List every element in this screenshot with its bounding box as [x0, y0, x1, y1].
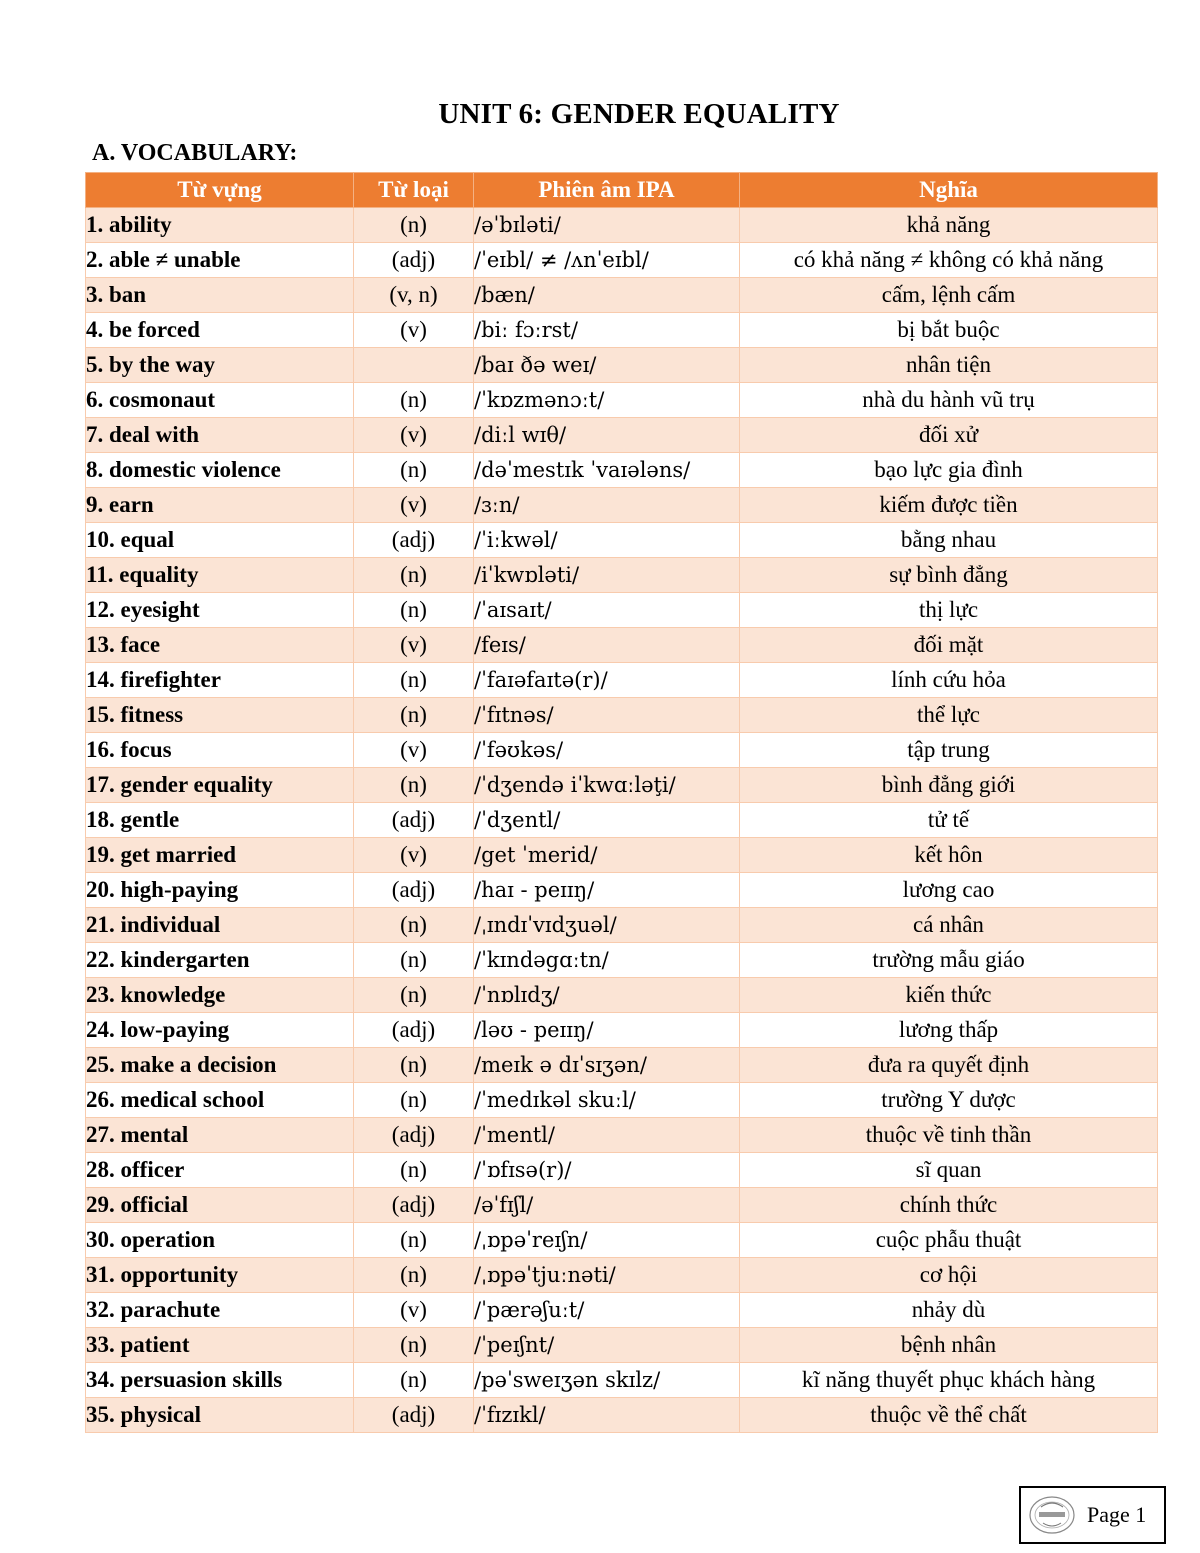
ipa-pronunciation: /əˈfɪʃl/ — [474, 1188, 740, 1223]
vocab-word: 29. official — [86, 1188, 354, 1223]
vocab-word: 13. face — [86, 628, 354, 663]
ipa-pronunciation: /pəˈsweɪʒən skɪlz/ — [474, 1363, 740, 1398]
vietnamese-meaning: có khả năng ≠ không có khả năng — [740, 243, 1158, 278]
table-row — [86, 453, 1158, 488]
ipa-pronunciation: /əˈbɪləti/ — [474, 208, 740, 243]
ipa-pronunciation: /ləʊ - peɪɪŋ/ — [474, 1013, 740, 1048]
vocab-word: 1. ability — [86, 208, 354, 243]
vocab-word: 27. mental — [86, 1118, 354, 1153]
ipa-pronunciation: /ˈpeɪʃnt/ — [474, 1328, 740, 1363]
vocab-word: 19. get married — [86, 838, 354, 873]
vietnamese-meaning: lính cứu hỏa — [740, 663, 1158, 698]
ipa-pronunciation: /feɪs/ — [474, 628, 740, 663]
vietnamese-meaning: trường Y dược — [740, 1083, 1158, 1118]
publisher-logo-icon — [1027, 1493, 1077, 1537]
vietnamese-meaning: tử tế — [740, 803, 1158, 838]
part-of-speech: (n) — [354, 1153, 474, 1188]
vocab-word: 14. firefighter — [86, 663, 354, 698]
table-row — [86, 348, 1158, 383]
table-row — [86, 1328, 1158, 1363]
table-row — [86, 1223, 1158, 1258]
vietnamese-meaning: cá nhân — [740, 908, 1158, 943]
table-row — [86, 803, 1158, 838]
vocab-word: 31. opportunity — [86, 1258, 354, 1293]
ipa-pronunciation: /ˈaɪsaɪt/ — [474, 593, 740, 628]
ipa-pronunciation: /ɜːn/ — [474, 488, 740, 523]
unit-title: UNIT 6: GENDER EQUALITY — [438, 98, 840, 130]
ipa-pronunciation: /ˈdʒentl/ — [474, 803, 740, 838]
ipa-pronunciation: /ˈdʒendə iˈkwɑːləţi/ — [474, 768, 740, 803]
vocab-word: 6. cosmonaut — [86, 383, 354, 418]
vietnamese-meaning: đối xử — [740, 418, 1158, 453]
vocab-word: 5. by the way — [86, 348, 354, 383]
vietnamese-meaning: kết hôn — [740, 838, 1158, 873]
vietnamese-meaning: tập trung — [740, 733, 1158, 768]
vocab-word: 28. officer — [86, 1153, 354, 1188]
ipa-pronunciation: /bæn/ — [474, 278, 740, 313]
vietnamese-meaning: bệnh nhân — [740, 1328, 1158, 1363]
vietnamese-meaning: sự bình đẳng — [740, 558, 1158, 593]
part-of-speech: (n) — [354, 593, 474, 628]
vocab-word: 35. physical — [86, 1398, 354, 1433]
part-of-speech: (adj) — [354, 1013, 474, 1048]
part-of-speech: (n) — [354, 383, 474, 418]
vocab-word: 23. knowledge — [86, 978, 354, 1013]
ipa-pronunciation: /ˈfɪzɪkl/ — [474, 1398, 740, 1433]
vietnamese-meaning: thuộc về tinh thần — [740, 1118, 1158, 1153]
vietnamese-meaning: nhân tiện — [740, 348, 1158, 383]
table-header-row — [86, 173, 1158, 208]
page-number-box — [1019, 1486, 1166, 1544]
vocab-word: 9. earn — [86, 488, 354, 523]
vietnamese-meaning: trường mẫu giáo — [740, 943, 1158, 978]
part-of-speech: (v) — [354, 838, 474, 873]
vietnamese-meaning: sĩ quan — [740, 1153, 1158, 1188]
table-row — [86, 1398, 1158, 1433]
part-of-speech: (adj) — [354, 243, 474, 278]
table-row — [86, 733, 1158, 768]
vocab-word: 24. low-paying — [86, 1013, 354, 1048]
vietnamese-meaning: thuộc về thể chất — [740, 1398, 1158, 1433]
vocab-word: 2. able ≠ unable — [86, 243, 354, 278]
part-of-speech: (n) — [354, 698, 474, 733]
ipa-pronunciation: /meɪk ə dɪˈsɪʒən/ — [474, 1048, 740, 1083]
ipa-pronunciation: /baɪ ðə weɪ/ — [474, 348, 740, 383]
ipa-pronunciation: /ˈfəʊkəs/ — [474, 733, 740, 768]
vocab-word: 30. operation — [86, 1223, 354, 1258]
ipa-pronunciation: /ˈnɒlɪdʒ/ — [474, 978, 740, 1013]
ipa-pronunciation: /ˈmedɪkəl skuːl/ — [474, 1083, 740, 1118]
vocab-word: 15. fitness — [86, 698, 354, 733]
vocab-word: 20. high-paying — [86, 873, 354, 908]
vocab-word: 26. medical school — [86, 1083, 354, 1118]
table-row — [86, 243, 1158, 278]
table-row — [86, 383, 1158, 418]
vocab-word: 25. make a decision — [86, 1048, 354, 1083]
part-of-speech: (n) — [354, 1048, 474, 1083]
ipa-pronunciation: /ˈeɪbl/ ≠ /ʌnˈeɪbl/ — [474, 243, 740, 278]
vietnamese-meaning: bằng nhau — [740, 523, 1158, 558]
ipa-pronunciation: /diːl wɪθ/ — [474, 418, 740, 453]
vietnamese-meaning: cơ hội — [740, 1258, 1158, 1293]
ipa-pronunciation: /ˌɒpəˈreɪʃn/ — [474, 1223, 740, 1258]
table-row — [86, 628, 1158, 663]
ipa-pronunciation: /get ˈmerid/ — [474, 838, 740, 873]
vietnamese-meaning: khả năng — [740, 208, 1158, 243]
part-of-speech: (n) — [354, 453, 474, 488]
vietnamese-meaning: bình đẳng giới — [740, 768, 1158, 803]
table-row — [86, 908, 1158, 943]
vietnamese-meaning: kiến thức — [740, 978, 1158, 1013]
vietnamese-meaning: thị lực — [740, 593, 1158, 628]
part-of-speech: (v) — [354, 313, 474, 348]
part-of-speech: (n) — [354, 1223, 474, 1258]
vietnamese-meaning: nhà du hành vũ trụ — [740, 383, 1158, 418]
ipa-pronunciation: /ˈɒfɪsə(r)/ — [474, 1153, 740, 1188]
part-of-speech: (n) — [354, 943, 474, 978]
ipa-pronunciation: /ˌɪndɪˈvɪdʒuəl/ — [474, 908, 740, 943]
vocab-word: 8. domestic violence — [86, 453, 354, 488]
page-number-label: Page 1 — [1087, 1502, 1147, 1527]
part-of-speech: (n) — [354, 1083, 474, 1118]
vocab-word: 11. equality — [86, 558, 354, 593]
vietnamese-meaning: bạo lực gia đình — [740, 453, 1158, 488]
vocab-word: 17. gender equality — [86, 768, 354, 803]
vocab-word: 22. kindergarten — [86, 943, 354, 978]
vocab-word: 12. eyesight — [86, 593, 354, 628]
vocab-word: 32. parachute — [86, 1293, 354, 1328]
part-of-speech: (adj) — [354, 873, 474, 908]
vocab-word: 3. ban — [86, 278, 354, 313]
table-row — [86, 1188, 1158, 1223]
vocab-word: 34. persuasion skills — [86, 1363, 354, 1398]
vietnamese-meaning: thể lực — [740, 698, 1158, 733]
vocab-word: 4. be forced — [86, 313, 354, 348]
vietnamese-meaning: lương thấp — [740, 1013, 1158, 1048]
section-heading: A. VOCABULARY: — [92, 140, 298, 166]
table-row — [86, 558, 1158, 593]
vocab-word: 10. equal — [86, 523, 354, 558]
table-row — [86, 208, 1158, 243]
vietnamese-meaning: nhảy dù — [740, 1293, 1158, 1328]
table-row — [86, 1048, 1158, 1083]
table-row — [86, 1118, 1158, 1153]
ipa-pronunciation: /iˈkwɒləti/ — [474, 558, 740, 593]
part-of-speech: (v) — [354, 1293, 474, 1328]
part-of-speech: (n) — [354, 1258, 474, 1293]
ipa-pronunciation: /ˈiːkwəl/ — [474, 523, 740, 558]
vietnamese-meaning: kĩ năng thuyết phục khách hàng — [740, 1363, 1158, 1398]
column-header-pos: Từ loại — [354, 173, 474, 208]
table-row — [86, 1013, 1158, 1048]
vocab-word: 33. patient — [86, 1328, 354, 1363]
table-row — [86, 1293, 1158, 1328]
part-of-speech: (n) — [354, 908, 474, 943]
part-of-speech: (adj) — [354, 1118, 474, 1153]
table-row — [86, 593, 1158, 628]
part-of-speech: (adj) — [354, 803, 474, 838]
column-header-word: Từ vựng — [86, 173, 354, 208]
part-of-speech: (v) — [354, 488, 474, 523]
part-of-speech — [354, 348, 474, 383]
table-row — [86, 1153, 1158, 1188]
ipa-pronunciation: /ˈmentl/ — [474, 1118, 740, 1153]
vocab-word: 21. individual — [86, 908, 354, 943]
part-of-speech: (n) — [354, 978, 474, 1013]
ipa-pronunciation: /dəˈmestɪk ˈvaɪələns/ — [474, 453, 740, 488]
vietnamese-meaning: lương cao — [740, 873, 1158, 908]
column-header-ipa: Phiên âm IPA — [474, 173, 740, 208]
ipa-pronunciation: /biː fɔːrst/ — [474, 313, 740, 348]
vietnamese-meaning: chính thức — [740, 1188, 1158, 1223]
vocab-word: 18. gentle — [86, 803, 354, 838]
part-of-speech: (n) — [354, 1363, 474, 1398]
part-of-speech: (n) — [354, 768, 474, 803]
table-row — [86, 523, 1158, 558]
part-of-speech: (v) — [354, 733, 474, 768]
table-row — [86, 768, 1158, 803]
table-row — [86, 663, 1158, 698]
table-row — [86, 278, 1158, 313]
table-row — [86, 698, 1158, 733]
table-body — [86, 208, 1158, 1433]
ipa-pronunciation: /ˈkɪndəgɑːtn/ — [474, 943, 740, 978]
ipa-pronunciation: /ˌɒpəˈtjuːnəti/ — [474, 1258, 740, 1293]
column-header-meaning: Nghĩa — [740, 173, 1158, 208]
ipa-pronunciation: /ˈfɪtnəs/ — [474, 698, 740, 733]
part-of-speech: (n) — [354, 558, 474, 593]
vocab-word: 7. deal with — [86, 418, 354, 453]
vocabulary-table — [85, 172, 1158, 1433]
table-row — [86, 838, 1158, 873]
table-row — [86, 313, 1158, 348]
ipa-pronunciation: /ˈpærəʃuːt/ — [474, 1293, 740, 1328]
vietnamese-meaning: đối mặt — [740, 628, 1158, 663]
part-of-speech: (v) — [354, 418, 474, 453]
part-of-speech: (n) — [354, 663, 474, 698]
vietnamese-meaning: bị bắt buộc — [740, 313, 1158, 348]
vietnamese-meaning: đưa ra quyết định — [740, 1048, 1158, 1083]
ipa-pronunciation: /haɪ - peɪɪŋ/ — [474, 873, 740, 908]
part-of-speech: (adj) — [354, 523, 474, 558]
table-row — [86, 1258, 1158, 1293]
table-row — [86, 943, 1158, 978]
table-row — [86, 488, 1158, 523]
ipa-pronunciation: /ˈkɒzmənɔːt/ — [474, 383, 740, 418]
table-row — [86, 978, 1158, 1013]
part-of-speech: (v) — [354, 628, 474, 663]
part-of-speech: (adj) — [354, 1398, 474, 1433]
vietnamese-meaning: kiếm được tiền — [740, 488, 1158, 523]
vocab-word: 16. focus — [86, 733, 354, 768]
table-row — [86, 1363, 1158, 1398]
vietnamese-meaning: cấm, lệnh cấm — [740, 278, 1158, 313]
part-of-speech: (n) — [354, 208, 474, 243]
vietnamese-meaning: cuộc phẫu thuật — [740, 1223, 1158, 1258]
part-of-speech: (n) — [354, 1328, 474, 1363]
part-of-speech: (adj) — [354, 1188, 474, 1223]
ipa-pronunciation: /ˈfaɪəfaɪtə(r)/ — [474, 663, 740, 698]
table-row — [86, 1083, 1158, 1118]
table-row — [86, 873, 1158, 908]
table-row — [86, 418, 1158, 453]
part-of-speech: (v, n) — [354, 278, 474, 313]
